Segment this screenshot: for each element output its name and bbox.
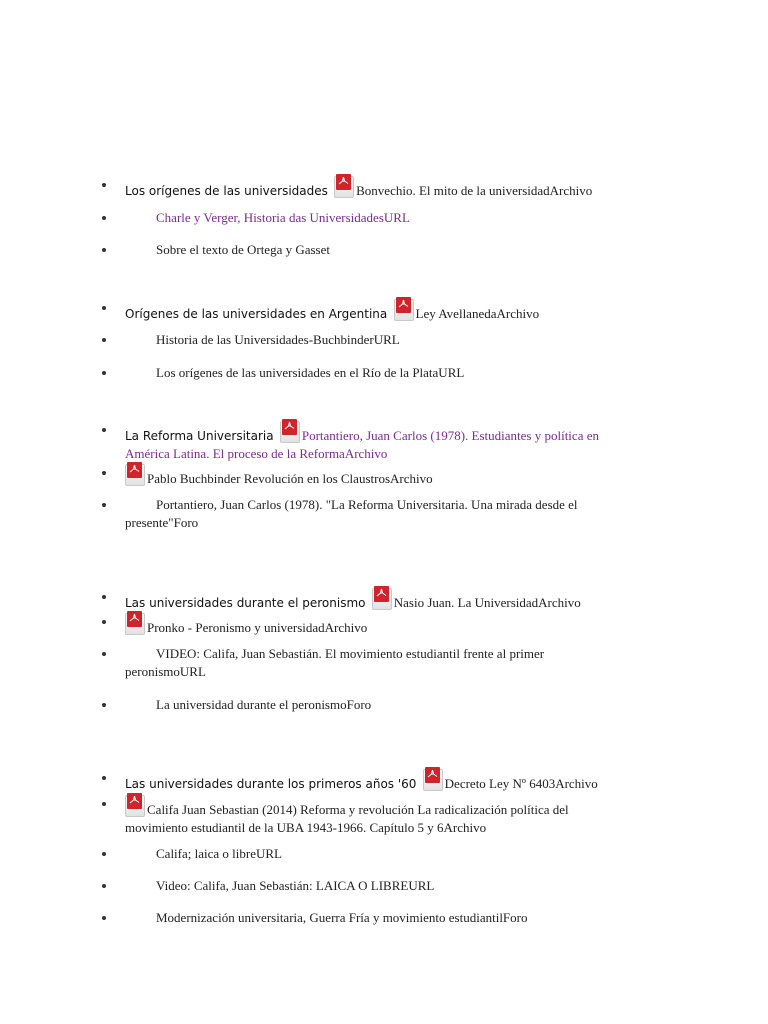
topic-row: [125, 588, 581, 612]
pdf-resource-link[interactable]: Decreto Ley Nº 6403Archivo: [444, 776, 598, 791]
resource-item[interactable]: [125, 331, 400, 349]
pdf-resource-link[interactable]: Nasio Juan. La UniversidadArchivo: [393, 595, 581, 610]
pdf-resource-link[interactable]: Bonvechio. El mito de la universidadArchivo: [356, 183, 593, 198]
pdf-icon: [394, 299, 414, 321]
bullet: [102, 620, 106, 624]
pdf-icon: [125, 464, 145, 486]
bullet: [102, 371, 106, 375]
pdf-icon: [125, 795, 145, 817]
bullet: [102, 183, 106, 187]
bullet: [102, 306, 106, 310]
pdf-icon: [334, 176, 354, 198]
topic-title: Orígenes de las universidades en Argentina: [125, 307, 388, 321]
resource-label[interactable]: Video: Califa, Juan Sebastián: LAICA O LIBREURL: [156, 878, 435, 893]
topic-row: [125, 176, 592, 200]
bullet: [102, 776, 106, 780]
bullet: [102, 802, 106, 806]
bullet: [102, 471, 106, 475]
pdf-resource-link[interactable]: Pronko - Peronismo y universidadArchivo: [147, 620, 368, 635]
topic-row: [125, 421, 615, 463]
resource-label[interactable]: Los orígenes de las universidades en el Río de la PlataURL: [156, 365, 465, 380]
resource-item[interactable]: [125, 696, 371, 714]
resource-label[interactable]: Portantiero, Juan Carlos (1978). "La Reforma Universitaria. Una mirada desde el presente"Foro: [125, 497, 578, 530]
resource-item[interactable]: [125, 845, 282, 863]
pdf-item-row[interactable]: [125, 613, 367, 637]
url-resource-link[interactable]: [125, 209, 410, 227]
pdf-icon: [125, 613, 145, 635]
topic-title: Las universidades durante el peronismo: [125, 596, 366, 610]
pdf-resource-link[interactable]: Portantiero, Juan Carlos (1978). Estudiantes y política en América Latina. El proceso de la ReformaArchivo: [125, 428, 599, 461]
topic-row: [125, 769, 598, 793]
resource-item: [125, 241, 330, 259]
bullet: [102, 216, 106, 220]
topic-title: Los orígenes de las universidades: [125, 184, 328, 198]
resource-item[interactable]: [125, 909, 528, 927]
pdf-resource-link[interactable]: Califa Juan Sebastian (2014) Reforma y revolución La radicalización política del movimiento estudiantil de la UBA 1943-1966. Capítulo 5 y 6Archivo: [125, 802, 569, 835]
resource-label[interactable]: La universidad durante el peronismoForo: [156, 697, 372, 712]
pdf-icon: [423, 769, 443, 791]
resource-item[interactable]: [125, 364, 464, 382]
bullet: [102, 595, 106, 599]
pdf-resource-link[interactable]: Ley AvellanedaArchivo: [415, 306, 540, 321]
bullet: [102, 248, 106, 252]
bullet: [102, 703, 106, 707]
resource-label[interactable]: Charle y Verger, Historia das UniversidadesURL: [156, 210, 410, 225]
resource-item[interactable]: [125, 496, 615, 532]
pdf-resource-link[interactable]: Pablo Buchbinder Revolución en los ClaustrosArchivo: [147, 471, 433, 486]
resource-label: Sobre el texto de Ortega y Gasset: [156, 242, 331, 257]
bullet: [102, 852, 106, 856]
topic-title: La Reforma Universitaria: [125, 429, 274, 443]
resource-label[interactable]: Modernización universitaria, Guerra Fría y movimiento estudiantilForo: [156, 910, 528, 925]
bullet: [102, 503, 106, 507]
bullet: [102, 338, 106, 342]
bullet: [102, 884, 106, 888]
pdf-icon: [372, 588, 392, 610]
bullet: [102, 428, 106, 432]
resource-label[interactable]: Historia de las Universidades-BuchbinderURL: [156, 332, 400, 347]
topic-row: [125, 299, 539, 323]
topic-title: Las universidades durante los primeros años '60: [125, 777, 417, 791]
resource-label[interactable]: Califa; laica o libreURL: [156, 846, 282, 861]
bullet: [102, 916, 106, 920]
resource-item[interactable]: [125, 877, 434, 895]
resource-label[interactable]: VIDEO: Califa, Juan Sebastián. El movimiento estudiantil frente al primer peronismoURL: [125, 646, 545, 679]
pdf-icon: [280, 421, 300, 443]
bullet: [102, 652, 106, 656]
resource-item[interactable]: [125, 645, 615, 681]
pdf-item-row[interactable]: [125, 464, 433, 488]
pdf-item-row[interactable]: [125, 795, 615, 837]
